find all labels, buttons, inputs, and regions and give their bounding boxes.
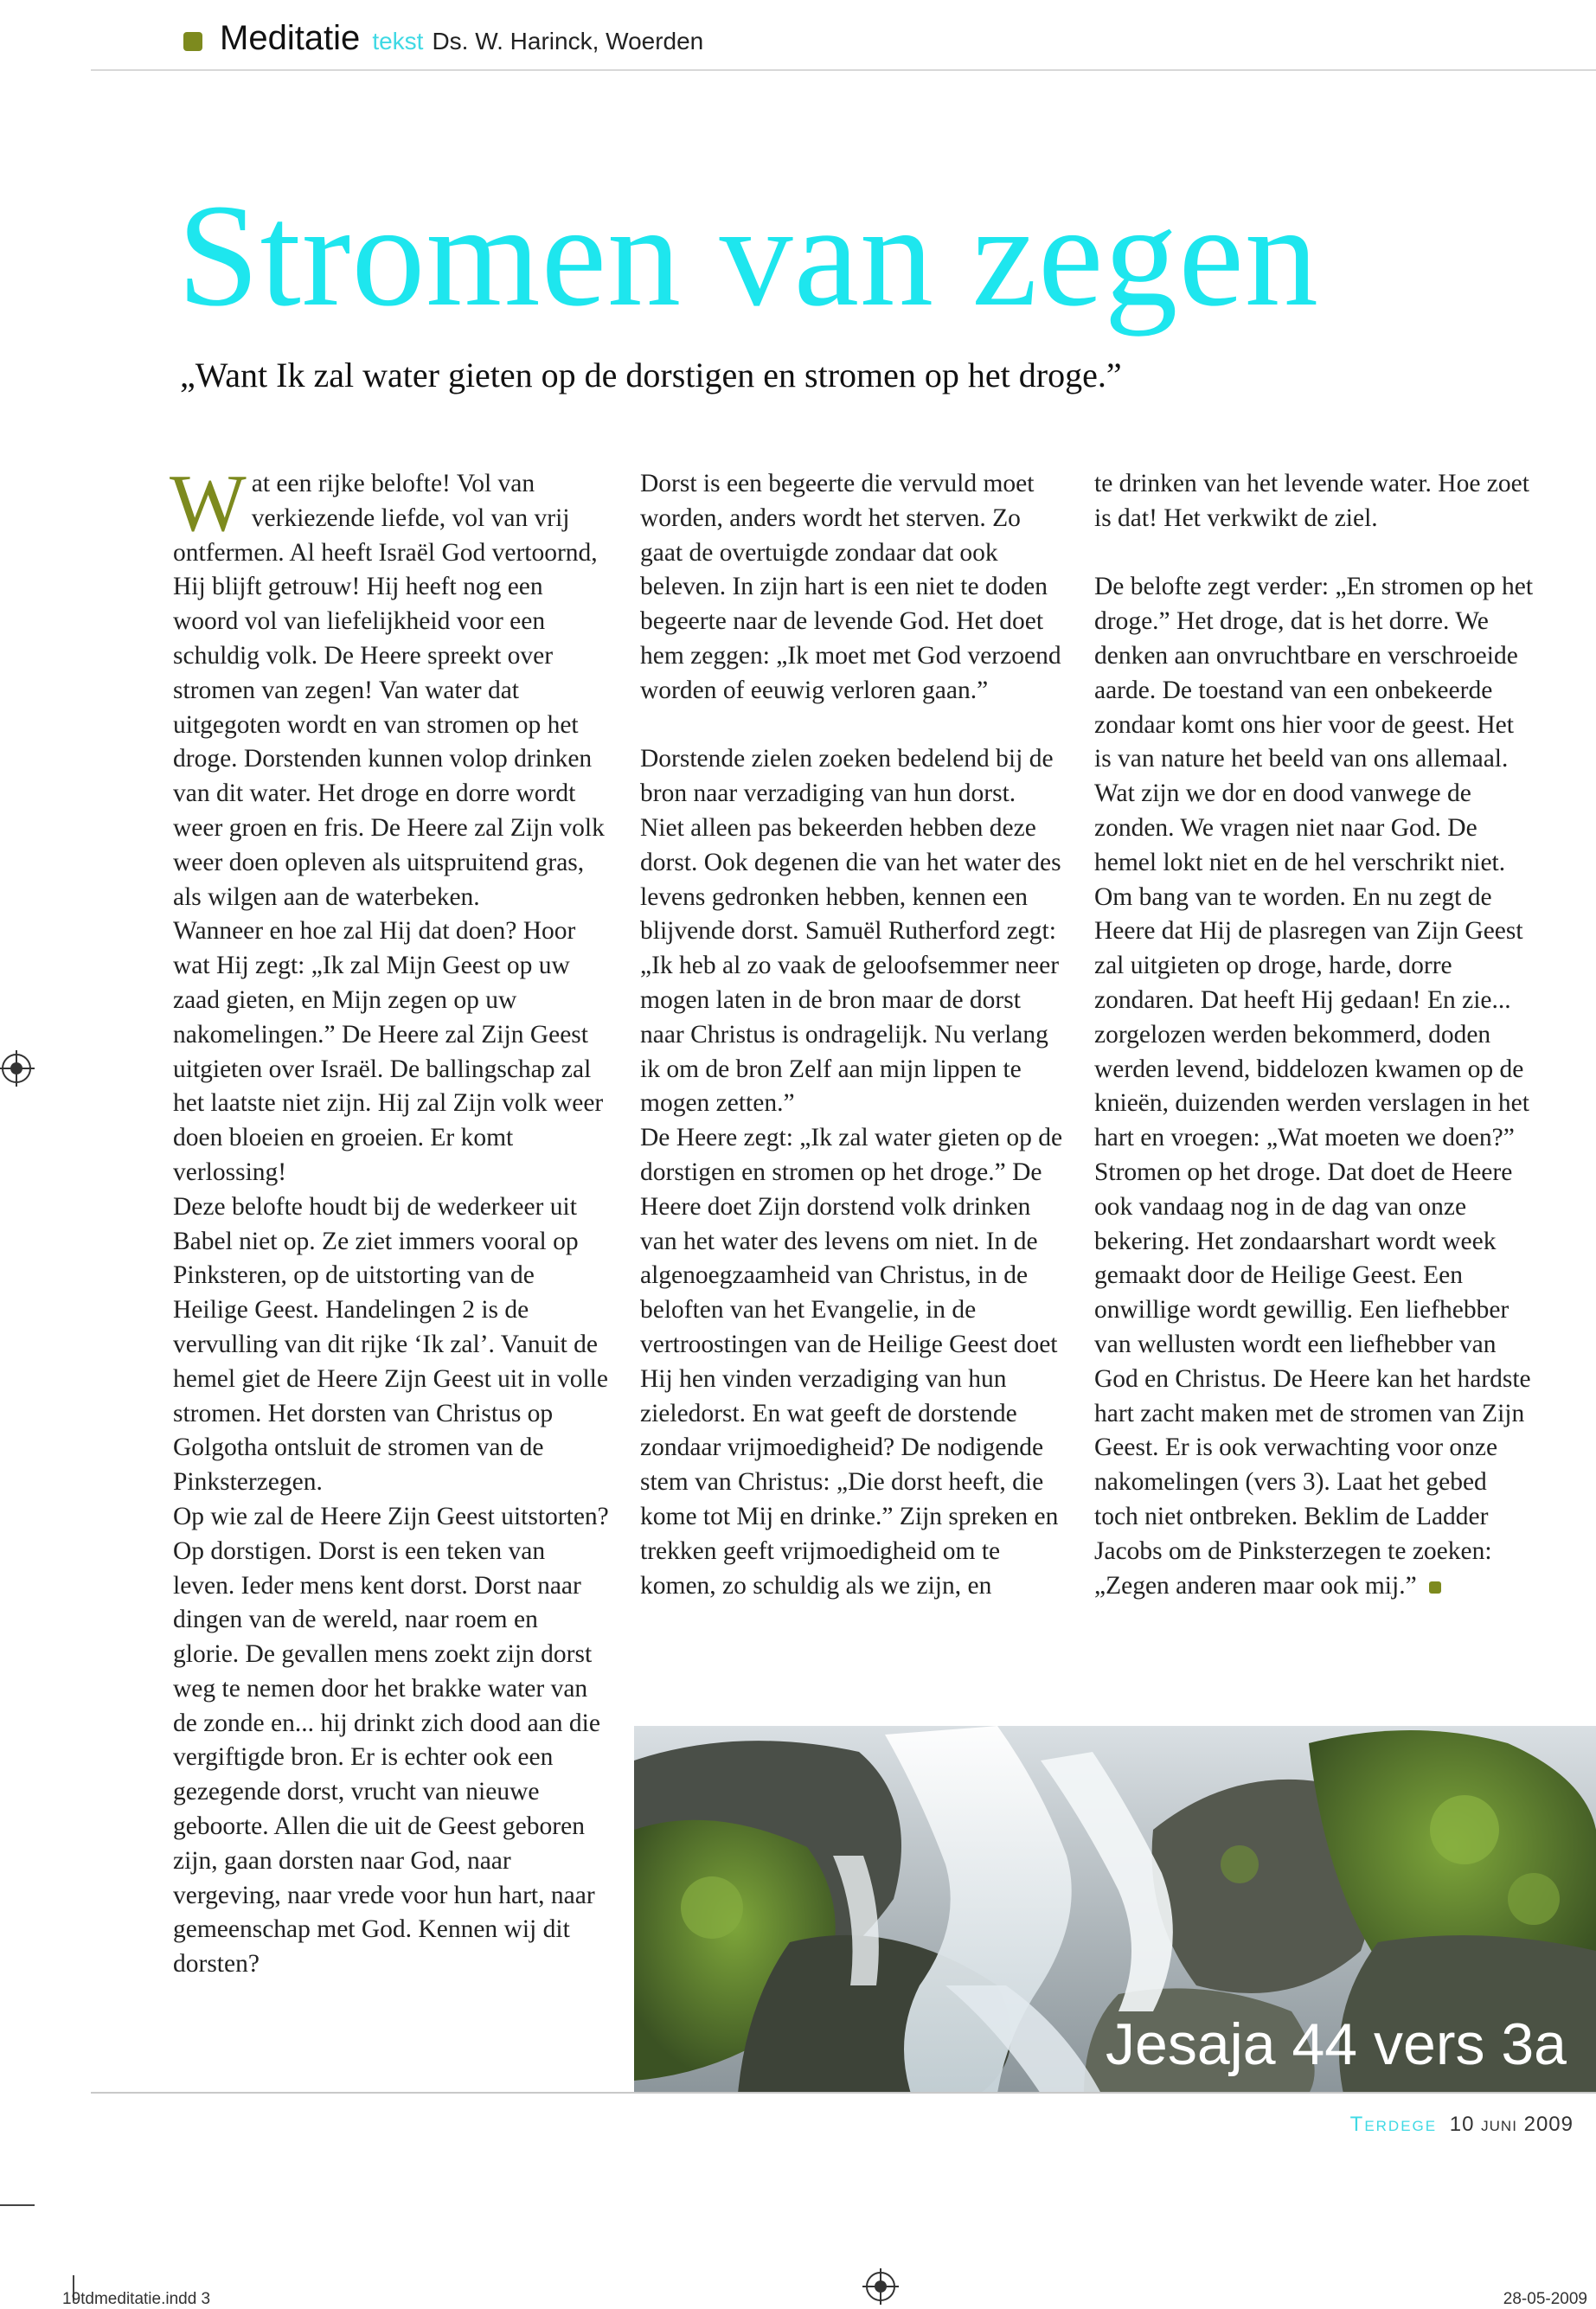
page-footer	[1350, 2113, 1574, 2137]
section-label: Meditatie	[220, 19, 361, 57]
paragraph: Wanneer en hoe zal Hij dat doen? Hoor wat Hij zegt: „Ik zal Mijn Geest op uw zaad gieten, en Mijn zegen op uw nakomelingen.” De Heere zal Zijn Geest uitgieten over Israël. De ballingschap zal het laatste niet zijn. Hij zal Zijn volk weer doen bloeien en groeien. Er komt verlossing!	[173, 917, 604, 1186]
registration-mark-icon	[866, 2272, 895, 2301]
paragraph	[170, 459, 610, 914]
magazine-name: Terdege	[1349, 2113, 1438, 2136]
tekst-label: tekst	[372, 28, 424, 55]
issue-date: 10 juni 2009	[1449, 2113, 1574, 2136]
text-column-3	[1094, 467, 1535, 1603]
author-credit: Ds. W. Harinck, Woerden	[432, 28, 704, 55]
paragraph: Dorstende zielen zoeken bedelend bij de bron naar verzadiging van hun dorst. Niet alleen pas bekeerden hebben deze dorst. Ook degenen die van het water des levens gedronken hebben, kennen een blijvende dorst. Samuël Rutherford zegt: „Ik heb al zo vaak de geloofsemmer neer mogen laten in de bron maar de dorst naar Christus is ondragelijk. Nu verlang ik om de bron Zelf aan mijn lippen te mogen zetten.”	[640, 745, 1061, 1118]
slug-date: 28-05-2009	[1503, 2290, 1587, 2308]
text-column-1	[170, 459, 610, 1982]
paragraph-text: Stromen op het droge. Dat doet de Heere ook vandaag nog in de dag van onze bekering. Het zondaarshart wordt week gemaakt door de Heilige Geest. Een onwillige wordt gewillig. Een liefhebber van wellusten wordt een liefhebber van God en Christus. De Heere kan het hardste hart zacht maken met de stromen van Zijn Geest. Er is ook verwachting voor onze nakomelingen (vers 3). Laat het gebed toch niet ontbreken. Beklim de Ladder Jacobs om de Pinksterzegen te zoeken: „Zegen anderen maar ook mij.”	[1094, 1158, 1531, 1600]
slug-filename: 19tdmeditatie.indd 3	[62, 2290, 211, 2308]
paragraph: Dorst is een begeerte die vervuld moet worden, anders wordt het sterven. Zo gaat de overtuigde zondaar dat ook beleven. In zijn hart is een niet te doden begeerte naar de levende God. Het doet hem zeggen: „Ik moet met God verzoend worden of eeuwig verloren gaan.”	[640, 470, 1061, 704]
waterfall-photo	[634, 1726, 1596, 2094]
registration-mark-icon	[2, 1054, 31, 1083]
paragraph	[1094, 1156, 1535, 1603]
paragraph: Deze belofte houdt bij de wederkeer uit Babel niet op. Ze ziet immers vooral op Pinksteren, op de uitstorting van de Heilige Geest. Handelingen 2 is de vervulling van dit rijke ‘Ik zal’. Vanuit de hemel giet de Heere Zijn Geest uit in volle stromen. Het dorsten van Christus op Golgotha ontsluit de stromen van de Pinksterzegen.	[173, 1192, 608, 1497]
paragraph: te drinken van het levende water. Hoe zoet is dat! Het verkwikt de ziel.	[1094, 470, 1529, 532]
paragraph: De Heere zegt: „Ik zal water gieten op de dorstigen en stromen op het droge.” De Heere doet Zijn dorstend volk drinken van het water des levens om niet. In de algenoegzaamheid van Christus, in de beloften van het Evangelie, in de vertroostingen van de Heilige Geest doet Hij hen vinden verzadiging van hun zieledorst. En wat geeft de dorstende zondaar vrijmoedigheid? De nodigende stem van Christus: „Die dorst heeft, die kome tot Mij en drinke.” Zijn spreken en trekken geeft vrijmoedigheid om te komen, zo schuldig als we zijn, en	[640, 1124, 1063, 1600]
text-column-2	[640, 467, 1064, 1603]
paragraph: Op wie zal de Heere Zijn Geest uitstorten? Op dorstigen. Dorst is een teken van leven. Ieder mens kent dorst. Dorst naar dingen van de wereld, naar roem en glorie. De gevallen mens zoekt zijn dorst weg te nemen door het brakke water van de zonde en... hij drinkt zich dood aan die vergiftigde bron. Er is echter ook een gezegende dorst, vrucht van nieuwe geboorte. Allen die uit de Geest geboren zijn, gaan dorsten naar God, naar vergeving, naar vrede voor hun hart, naar gemeenschap met God. Kennen wij dit dorsten?	[173, 1502, 609, 1979]
paragraph-text: at een rijke belofte! Vol van verkiezende liefde, vol van vrij ontfermen. Al heeft Israël God vertoornd, Hij blijft getrouw! Hij heeft nog een woord vol van liefelijkheid voor een schuldig volk. De Heere spreekt over stromen van zegen! Van water dat uitgegoten wordt en van stromen op het droge. Dorstenden kunnen volop drinken van dit water. Het droge en dorre wordt weer groen en fris. De Heere zal Zijn volk weer doen opleven als uitspruitend gras, als wilgen aan de waterbeken.	[173, 470, 605, 911]
article-subtitle: „Want Ik zal water gieten op de dorstigen en stromen op het droge.”	[180, 356, 1122, 394]
header-divider	[91, 69, 1596, 71]
drop-cap: W	[170, 459, 247, 548]
paragraph: De belofte zegt verder: „En stromen op het droge.” Het droge, dat is het dorre. We denken aan onvruchtbare en verschroeide aarde. De toestand van een onbekeerde zondaar komt ons hier voor de geest. Het is van nature het beeld van ons allemaal. Wat zijn we dor en dood vanwege de zonden. We vragen niet naar God. De hemel lokt niet en de hel verschrikt niet. Om bang van te worden. En nu zegt de Heere dat Hij de plasregen van Zijn Geest zal uitgieten op droge, harde, dorre zondaren. Dat heeft Hij gedaan! En zie... zorgelozen werden bekommerd, doden werden levend, biddelozen kwamen op de knieën, duizenden werden verslagen in het hart en vroegen: „Wat moeten we doen?”	[1094, 573, 1534, 1152]
footer-divider	[91, 2092, 1596, 2094]
crop-mark	[0, 2204, 35, 2206]
article-title: Stromen van zegen	[177, 174, 1319, 337]
section-marker-icon	[183, 32, 202, 51]
photo-caption: Jesaja 44 vers 3a	[1106, 2011, 1567, 2077]
page-header	[183, 19, 703, 58]
end-mark-icon	[1429, 1581, 1441, 1594]
